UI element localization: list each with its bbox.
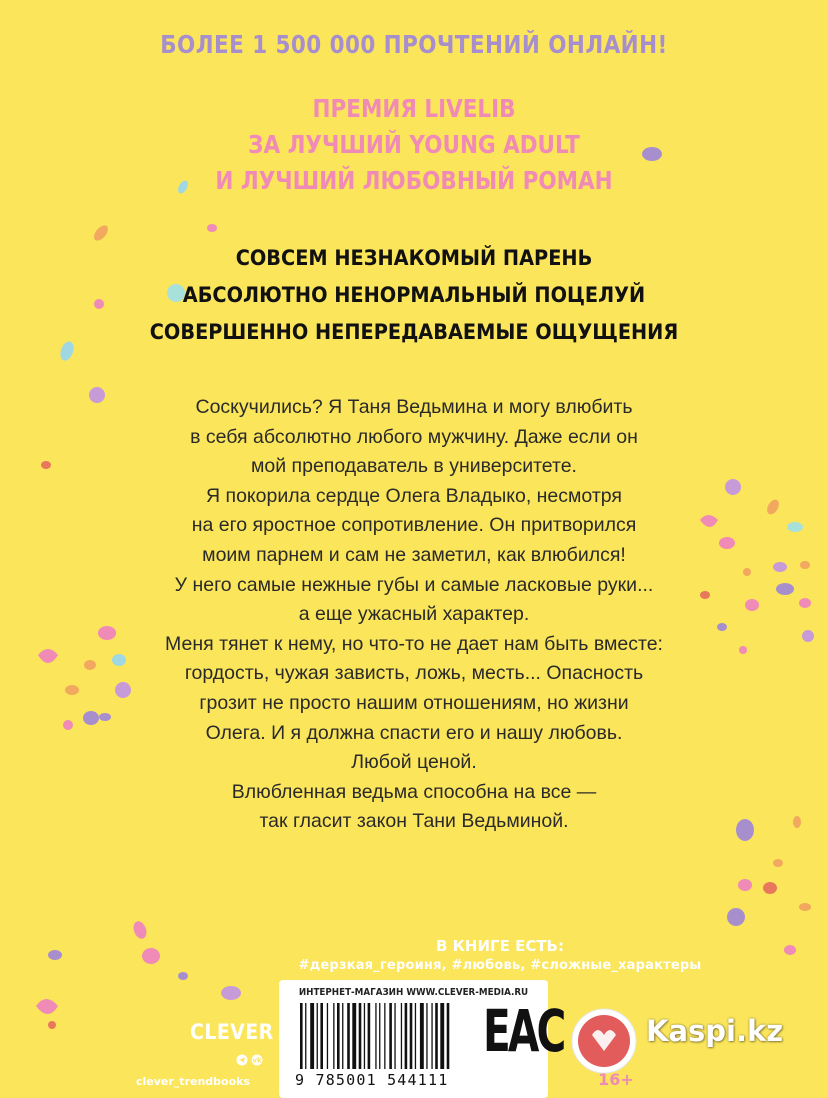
barcode-bar (359, 1003, 362, 1069)
tagline: СОВЕРШЕННО НЕПЕРЕДАВАЕМЫЕ ОЩУЩЕНИЯ (149, 320, 679, 344)
blurb-line: Олега. И я должна спасти его и нашу любовь. (205, 721, 623, 744)
telegram-icon[interactable] (237, 1055, 248, 1066)
tagline: СОВСЕМ НЕЗНАКОМЫЙ ПАРЕНЬ (235, 246, 593, 270)
barcode-bar (327, 1003, 328, 1069)
barcode-bar (300, 1003, 303, 1069)
barcode-bar (337, 1003, 340, 1069)
barcode-bar (389, 1003, 392, 1069)
publisher-logo: CLEVER (190, 1020, 274, 1044)
blurb-line: мой преподаватель в университете. (251, 455, 577, 478)
barcode-bar (333, 1003, 334, 1069)
barcode-bar (320, 1003, 323, 1069)
barcode-bar (317, 1003, 318, 1069)
barcode-bar (375, 1003, 376, 1069)
barcode-bar (310, 1003, 314, 1069)
award-line: И ЛУЧШИЙ ЛЮБОВНЫЙ РОМАН (215, 166, 613, 195)
readership-headline: БОЛЕЕ 1 500 000 ПРОЧТЕНИЙ ОНЛАЙН! (160, 30, 668, 59)
barcode-bar (342, 1003, 343, 1069)
award-line: ПРЕМИЯ LIVELIB (312, 94, 516, 123)
barcode-bar (347, 1003, 350, 1069)
isbn-number: 9 785001 544111 (295, 1071, 449, 1089)
blurb-line: грозит не просто нашим отношениям, но жизни (199, 691, 629, 714)
kaspi-logo-icon (570, 1005, 638, 1095)
taglines-block (33, 240, 795, 351)
in-book-section (200, 936, 800, 976)
barcode-bar (410, 1003, 413, 1069)
barcode-bar (440, 1003, 444, 1069)
blurb-line: Я покорила сердце Олега Владыко, несмотря (206, 484, 622, 507)
barcode-bar (405, 1003, 408, 1069)
barcode-bar (435, 1003, 438, 1069)
blurb-text (0, 393, 828, 837)
social-icons (236, 1053, 266, 1071)
barcode-bar (384, 1003, 385, 1069)
blurb-line: в себя абсолютно любого мужчину. Даже если он (190, 425, 638, 448)
blurb-line: так гласит закон Тани Ведьминой. (259, 810, 569, 833)
barcode-bar (379, 1003, 380, 1069)
barcode-bar (447, 1003, 450, 1069)
isbn-barcode (300, 1003, 465, 1069)
vk-icon[interactable] (252, 1055, 263, 1066)
in-book-tags: #дерзкая_героиня, #любовь, #сложные_характеры (298, 958, 702, 973)
age-rating: 16+ (598, 1070, 634, 1089)
barcode-bar (426, 1003, 427, 1069)
blurb-line: Любой ценой. (351, 751, 477, 774)
barcode-bar (394, 1003, 395, 1069)
social-handle: clever_trendbooks (136, 1075, 251, 1088)
blurb-line: Соскучились? Я Таня Ведьмина и могу влюбить (195, 396, 633, 418)
barcode-bar (401, 1003, 402, 1069)
blurb-line: моим парнем и сам не заметил, как влюбился! (202, 543, 626, 566)
blurb-line: Меня тянет к нему, но что-то не дает нам быть вместе: (165, 632, 663, 655)
barcode-bar (415, 1003, 416, 1069)
award-line: ЗА ЛУЧШИЙ YOUNG ADULT (248, 130, 580, 159)
barcode-bar (364, 1003, 365, 1069)
shop-url: ИНТЕРНЕТ-МАГАЗИН WWW.CLEVER-MEDIA.RU (298, 987, 529, 998)
kaspi-watermark: Kaspi.kz (646, 1014, 784, 1048)
award-block (58, 91, 770, 199)
eac-mark: EAC (483, 997, 564, 1065)
in-book-label: В КНИГЕ ЕСТЬ: (436, 937, 564, 955)
tagline: АБСОЛЮТНО НЕНОРМАЛЬНЫЙ ПОЦЕЛУЙ (182, 283, 646, 307)
barcode-bar (305, 1003, 306, 1069)
blurb-line: а еще ужасный характер. (298, 603, 530, 626)
blurb-line: У него самые нежные губы и самые ласковые руки... (174, 573, 654, 596)
svg-text:vk: vk (252, 1056, 262, 1065)
blurb-line: Влюбленная ведьма способна на все — (231, 780, 597, 803)
barcode-bar (368, 1003, 371, 1069)
blurb-line: гордость, чужая зависть, ложь, месть... Опасность (184, 662, 644, 685)
blurb-line: на его яростное сопротивление. Он притворился (191, 514, 637, 537)
barcode-bar (431, 1003, 432, 1069)
barcode-bar (420, 1003, 424, 1069)
barcode-bar (352, 1003, 356, 1069)
